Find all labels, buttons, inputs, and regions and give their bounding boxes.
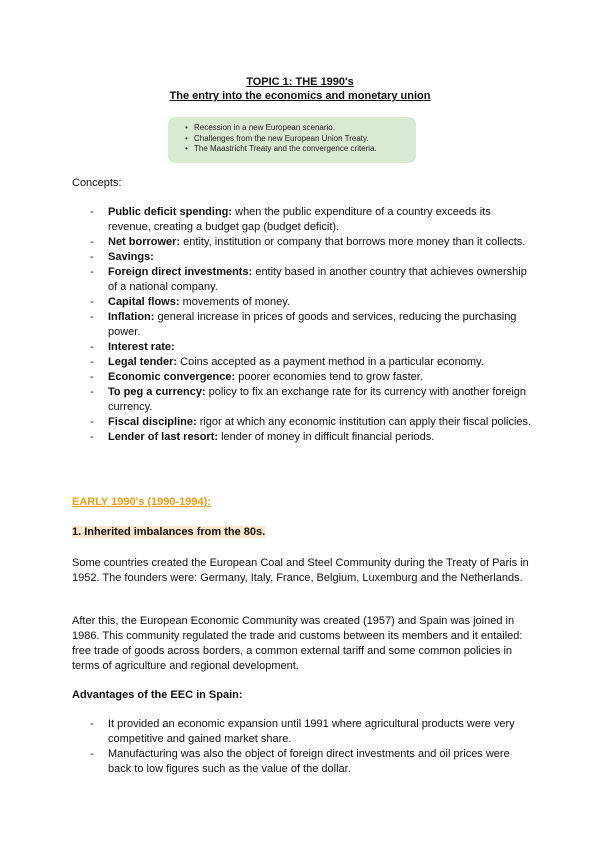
- concept-item: [72, 310, 532, 340]
- advantages-list: [72, 717, 532, 777]
- concept-definition: lender of money in difficult financial periods.: [218, 431, 435, 443]
- topic-subtitle: The entry into the economics and monetary union: [169, 90, 431, 102]
- concept-definition: general increase in prices of goods and services, reducing the purchasing power.: [108, 311, 517, 338]
- concept-term: Interest rate:: [108, 341, 175, 353]
- concept-definition: entity based in another country that achieves ownership of a national company.: [108, 266, 527, 293]
- summary-item: • The Maastricht Treaty and the convergence criteria.: [194, 144, 408, 155]
- concept-term: Net borrower:: [108, 236, 181, 248]
- advantages-heading: Advantages of the EEC in Spain:: [72, 689, 243, 701]
- concept-term: Inflation:: [108, 311, 155, 323]
- concept-item: [72, 430, 532, 445]
- concept-item: [72, 265, 532, 295]
- advantage-item: - It provided an economic expansion until 1991 where agricultural products were very competitive and gained market share.: [72, 717, 532, 747]
- concept-definition: rigor at which any economic institution can apply their fiscal policies.: [196, 416, 532, 428]
- summary-item: • Challenges from the new European Union Treaty.: [194, 134, 408, 145]
- concept-definition: when the public expenditure of a country exceeds its revenue, creating a budget gap (budget deficit).: [108, 206, 491, 233]
- section-heading: [72, 495, 532, 510]
- topic-title: TOPIC 1: THE 1990's: [246, 76, 354, 88]
- concept-term: Economic convergence:: [108, 371, 236, 383]
- concepts-heading: Concepts:: [72, 177, 122, 189]
- concept-term: Legal tender:: [108, 356, 178, 368]
- paragraph-eec: After this, the European Economic Community was created (1957) and Spain was joined in 1986. This community regulated the trade and customs between its members and it entailed: free trade of goods across borders, a common external tariff and some common policies in terms of agriculture and regional development.: [72, 615, 523, 672]
- concept-term: Savings:: [108, 251, 154, 263]
- concept-item: [72, 370, 532, 385]
- summary-box: [168, 117, 416, 163]
- concept-item: [72, 235, 532, 250]
- concept-definition: policy to fix an exchange rate for its currency with another foreign currency.: [108, 386, 526, 413]
- concept-term: Public deficit spending:: [108, 206, 233, 218]
- concept-item: [72, 295, 532, 310]
- paragraph-ecsc: Some countries created the European Coal and Steel Community during the Treaty of Paris in 1952. The founders were: Germany, Italy, France, Belgium, Luxemburg and the Netherlands.: [72, 557, 529, 584]
- subsection-heading-text: 1. Inherited imbalances from the 80s.: [72, 526, 266, 538]
- concept-term: Fiscal discipline:: [108, 416, 197, 428]
- concept-term: Capital flows:: [108, 296, 180, 308]
- concept-definition: Coins accepted as a payment method in a particular economy.: [177, 356, 484, 368]
- concept-item: [72, 205, 532, 235]
- concept-item: [72, 385, 532, 415]
- concept-item: [72, 250, 532, 265]
- concept-definition: poorer economies tend to grow faster.: [235, 371, 423, 383]
- concept-item: [72, 355, 532, 370]
- concept-term: Foreign direct investments:: [108, 266, 253, 278]
- concept-definition: entity, institution or company that borrows more money than it collects.: [180, 236, 526, 248]
- concept-term: To peg a currency:: [108, 386, 206, 398]
- concept-item: [72, 415, 532, 430]
- section-heading-text: EARLY 1990's (1990-1994):: [72, 496, 211, 508]
- concept-term: Lender of last resort:: [108, 431, 219, 443]
- concept-item: [72, 340, 532, 355]
- concept-definition: movements of money.: [179, 296, 290, 308]
- subsection-heading: [72, 525, 532, 540]
- summary-item: • Recession in a new European scenario.: [194, 123, 408, 134]
- advantage-item: - Manufacturing was also the object of foreign direct investments and oil prices were back to low figures such as the value of the dollar.: [72, 747, 532, 777]
- concepts-list: [72, 205, 532, 445]
